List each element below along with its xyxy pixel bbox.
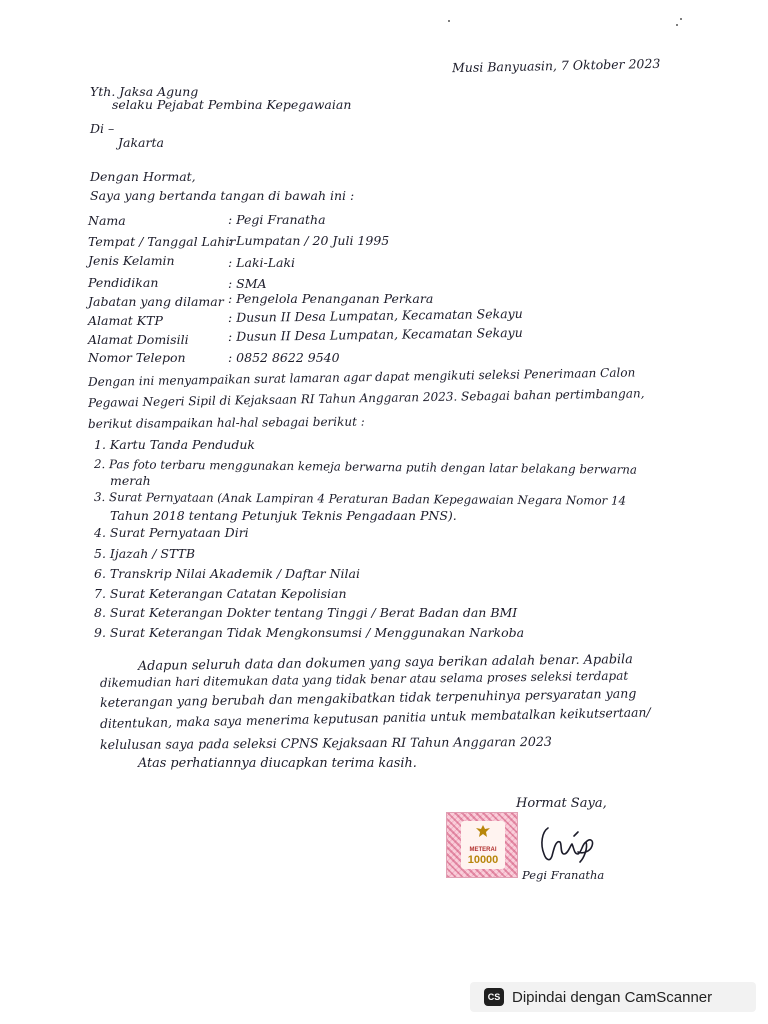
- field-label-gender: Jenis Kelamin: [88, 253, 175, 268]
- list-item: 3. Surat Pernyataan (Anak Lampiran 4 Peraturan Badan Kepegawaian Negara Nomor 14: [93, 490, 627, 508]
- scan-speck: [680, 18, 682, 20]
- list-item: merah: [110, 473, 151, 488]
- garuda-emblem-icon: [475, 824, 491, 838]
- thanks-line: Atas perhatiannya diucapkan terima kasih.: [138, 756, 417, 771]
- salutation: Dengan Hormat,: [90, 169, 196, 184]
- list-item: 4. Surat Pernyataan Diri: [94, 525, 249, 540]
- field-value-name: : Pegi Franatha: [228, 212, 326, 227]
- field-value-phone: : 0852 8622 9540: [228, 350, 340, 365]
- list-item: 1. Kartu Tanda Penduduk: [94, 437, 255, 452]
- place-date: Musi Banyuasin, 7 Oktober 2023: [451, 55, 661, 76]
- list-item: 2. Pas foto terbaru menggunakan kemeja berwarna putih dengan latar belakang berwarna: [93, 457, 638, 477]
- list-item: 9. Surat Keterangan Tidak Mengkonsumsi / Menggunakan Narkoba: [94, 625, 525, 640]
- scan-speck: [448, 20, 450, 22]
- list-item: 7. Surat Keterangan Catatan Kepolisian: [94, 586, 347, 601]
- camscanner-logo-icon: CS: [484, 988, 504, 1006]
- handwritten-signature: [534, 818, 606, 870]
- list-item: 8. Surat Keterangan Dokter tentang Tinggi / Berat Badan dan BMI: [94, 605, 518, 620]
- closing-line-4: ditentukan, maka saya menerima keputusan panitia untuk membatalkan keikutsertaan/: [99, 704, 651, 731]
- field-value-position: : Pengelola Penanganan Perkara: [228, 291, 434, 306]
- field-label-birth: Tempat / Tanggal Lahir: [88, 234, 236, 249]
- body-line-2: Pegawai Negeri Sipil di Kejaksaan RI Tahun Anggaran 2023. Sebagai bahan pertimbangan,: [87, 386, 645, 410]
- body-line-1: Dengan ini menyampaikan surat lamaran agar dapat mengikuti seleksi Penerimaan Calon: [87, 365, 636, 389]
- field-value-education: : SMA: [228, 276, 267, 291]
- intro-line: Saya yang bertanda tangan di bawah ini :: [90, 188, 355, 203]
- recipient-line-4: Jakarta: [118, 135, 164, 150]
- list-item: 5. Ijazah / STTB: [94, 546, 196, 561]
- closing-line-2: dikemudian hari ditemukan data yang tidak benar atau selama proses seleksi terdapat: [99, 668, 629, 690]
- recipient-line-1: Yth. Jaksa Agung: [90, 84, 199, 99]
- field-label-education: Pendidikan: [88, 275, 159, 290]
- list-item: Tahun 2018 tentang Petunjuk Teknis Pengadaan PNS).: [110, 508, 457, 523]
- stamp-label: METERAI: [469, 847, 497, 853]
- stamp-value: 10000: [467, 854, 499, 866]
- closing-line-1: Adapun seluruh data dan dokumen yang saya berikan adalah benar. Apabila: [137, 652, 633, 674]
- field-label-ktp-address: Alamat KTP: [88, 313, 163, 328]
- regards: Hormat Saya,: [516, 796, 607, 811]
- field-value-gender: : Laki-Laki: [228, 255, 296, 270]
- field-label-position: Jabatan yang dilamar: [88, 294, 224, 309]
- field-value-birth: : Lumpatan / 20 Juli 1995: [228, 233, 390, 248]
- recipient-line-2: selaku Pejabat Pembina Kepegawaian: [112, 97, 352, 112]
- camscanner-label: Dipindai dengan CamScanner: [512, 988, 713, 1006]
- scan-speck: [676, 24, 678, 26]
- field-label-name: Nama: [88, 213, 126, 228]
- field-label-phone: Nomor Telepon: [88, 350, 186, 365]
- closing-line-3: keterangan yang berubah dan mengakibatkan tidak terpenuhinya persyaratan yang: [99, 685, 637, 710]
- body-line-3: berikut disampaikan hal-hal sebagai berikut :: [87, 414, 365, 431]
- closing-line-5: kelulusan saya pada seleksi CPNS Kejaksaan RI Tahun Anggaran 2023: [99, 733, 552, 752]
- camscanner-watermark: [470, 982, 756, 1012]
- field-label-domicile: Alamat Domisili: [88, 332, 189, 347]
- duty-stamp: [446, 812, 518, 878]
- field-value-domicile: : Dusun II Desa Lumpatan, Kecamatan Sekayu: [227, 324, 523, 344]
- recipient-line-3: Di –: [90, 121, 115, 136]
- field-value-ktp-address: : Dusun II Desa Lumpatan, Kecamatan Sekayu: [227, 305, 523, 325]
- signer-name: Pegi Franatha: [522, 868, 605, 882]
- list-item: 6. Transkrip Nilai Akademik / Daftar Nilai: [94, 566, 360, 581]
